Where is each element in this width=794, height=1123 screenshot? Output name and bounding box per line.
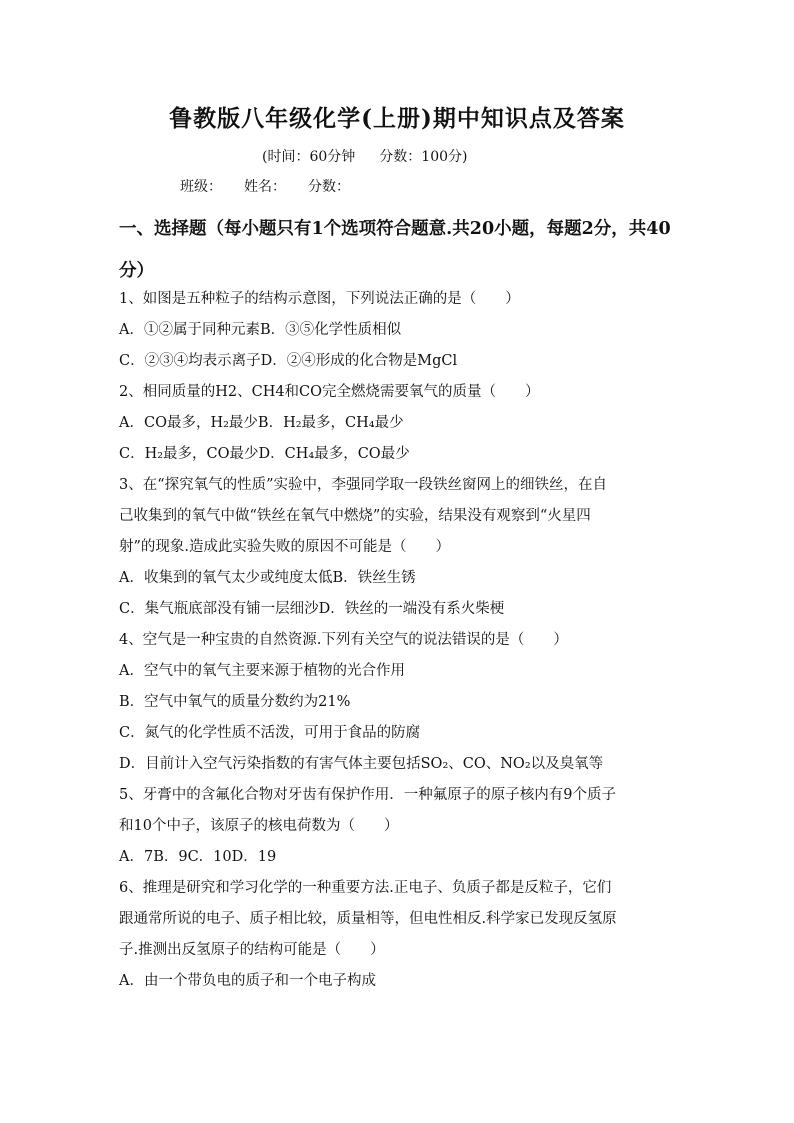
question-line: 己收集到的氧气中做“铁丝在氧气中燃烧”的实验，结果没有观察到“火星四 xyxy=(119,508,591,524)
question-line: 射”的现象.造成此实验失败的原因不可能是（ ） xyxy=(119,539,451,555)
option-line: C．②③④均表示离子D．②④形成的化合物是MgCl xyxy=(119,353,458,369)
student-info xyxy=(180,176,372,196)
question-line: 和10个中子，该原子的核电荷数为（ ） xyxy=(119,818,399,834)
section-heading: 一、选择题（每小题只有1个选项符合题意.共20小题，每题2分，共40分） xyxy=(119,219,671,281)
class-label: 班级： xyxy=(180,179,222,195)
question-line: 跟通常所说的电子、质子相比较，质量相等，但电性相反.科学家已发现反氢原 xyxy=(119,911,617,927)
option-line: A．由一个带负电的质子和一个电子构成 xyxy=(119,973,376,989)
exam-meta xyxy=(262,146,491,166)
option-line: C．H₂最多，CO最少D．CH₄最多，CO最少 xyxy=(119,446,410,462)
question-line: 3、在“探究氧气的性质”实验中，李强同学取一段铁丝窗网上的细铁丝，在自 xyxy=(119,477,608,493)
name-label: 姓名： xyxy=(244,179,286,195)
option-line: A．7B．9C．10D．19 xyxy=(119,849,277,865)
question-line: 6、推理是研究和学习化学的一种重要方法.正电子、负质子都是反粒子，它们 xyxy=(119,880,612,896)
question-line: 1、如图是五种粒子的结构示意图，下列说法正确的是（ ） xyxy=(119,291,520,307)
question-body xyxy=(119,284,679,997)
option-line: C．氮气的化学性质不活泼，可用于食品的防腐 xyxy=(119,725,421,741)
page-title: 鲁教版八年级化学(上册)期中知识点及答案 xyxy=(169,105,625,132)
option-line: A．收集到的氧气太少或纯度太低B．铁丝生锈 xyxy=(119,570,416,586)
score-label: 分数： xyxy=(308,179,350,195)
option-line: A．①②属于同种元素B．③⑤化学性质相似 xyxy=(119,322,402,338)
option-line: D．目前计入空气污染指数的有害气体主要包括SO₂、CO、NO₂以及臭氧等 xyxy=(119,756,604,772)
question-line: 子.推测出反氢原子的结构可能是（ ） xyxy=(119,942,385,958)
option-line: A．空气中的氧气主要来源于植物的光合作用 xyxy=(119,663,405,679)
question-line: 4、空气是一种宝贵的自然资源.下列有关空气的说法错误的是（ ） xyxy=(119,632,568,648)
option-line: C．集气瓶底部没有铺一层细沙D．铁丝的一端没有系火柴梗 xyxy=(119,601,505,617)
question-line: 5、牙膏中的含氟化合物对牙齿有保护作用．一种氟原子的原子核内有9个质子 xyxy=(119,787,616,803)
exam-time: (时间：60分钟 xyxy=(262,149,356,165)
option-line: B．空气中氧气的质量分数约为21% xyxy=(119,694,351,710)
exam-score: 分数：100分) xyxy=(379,149,468,165)
question-line: 2、相同质量的H2、CH4和CO完全燃烧需要氧气的质量（ ） xyxy=(119,384,540,400)
option-line: A．CO最多，H₂最少B．H₂最多，CH₄最少 xyxy=(119,415,404,431)
